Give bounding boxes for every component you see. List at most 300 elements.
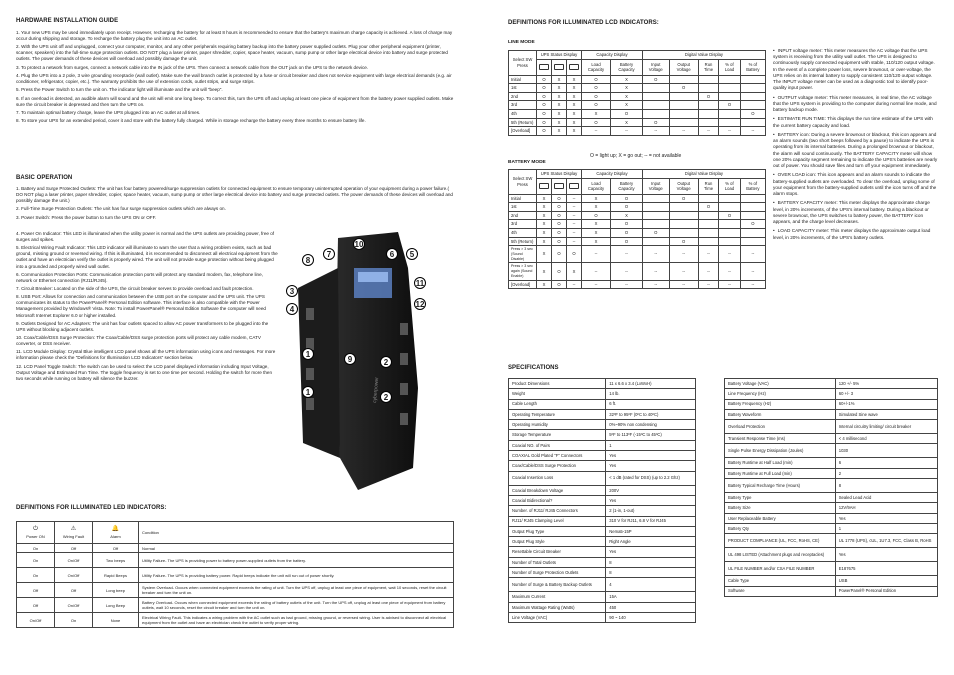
overload-icon-cell: [567, 59, 582, 75]
specs-right-table: [724, 378, 938, 597]
spec-row: [509, 399, 696, 409]
table-cell: X: [537, 220, 552, 229]
table-row: [509, 263, 766, 280]
basic-title: BASIC OPERATION: [16, 175, 73, 181]
spec-value: Yes: [606, 495, 696, 505]
spec-value: 0%~90% non condensing: [606, 420, 696, 430]
table-row: [509, 109, 766, 118]
battery-mode-label: BATTERY MODE: [508, 160, 546, 165]
table-cell: X: [567, 84, 582, 93]
table-cell: O: [552, 211, 567, 220]
spec-name: Line Voltage (VAC): [509, 612, 606, 622]
table-cell: O: [537, 75, 552, 84]
spec-name: Number of Surge & Battery Backup Outlets: [509, 578, 606, 592]
lcd-legend: O = light up; X = go out; -- = not available: [590, 153, 682, 159]
spec-row: [509, 420, 696, 430]
spec-name: Battery Frequency (Hz): [725, 399, 836, 409]
table-row: [509, 237, 766, 246]
spec-name: Single Pulse Energy Dissipation (Joules): [725, 444, 836, 458]
table-cell: Normal: [139, 544, 454, 553]
table-cell: [740, 203, 765, 212]
table-cell: Long beep: [93, 583, 139, 598]
column-header: Input Voltage: [642, 178, 669, 194]
table-cell: X: [552, 84, 567, 93]
spec-row: [725, 534, 938, 548]
table-cell: [740, 211, 765, 220]
spec-row: [509, 409, 696, 419]
table-cell: --: [698, 280, 719, 289]
table-cell: [719, 118, 740, 127]
battery-icon-cell: [552, 178, 567, 194]
list-item: 10. Coax/Cable/DSS Surge Protection: The Coax/Cable/DSS surge protection ports will protect any cable modem, CATV converter, or DSS receiver.: [16, 335, 261, 347]
table-cell: --: [642, 280, 669, 289]
table-cell: [642, 194, 669, 203]
table-cell: X: [537, 237, 552, 246]
table-row: [509, 246, 766, 263]
column-header: Input Voltage: [642, 59, 669, 75]
spec-value: 12V/9AH: [835, 503, 937, 513]
table-cell: [698, 101, 719, 110]
table-cell: Battery Overload- Occurs when connected equipment exceeds the rating of battery outlets of the unit. Turn the UPS off, unplug at least one piece of equipment from battery outlets, wait 10 seconds, reset the circuit breaker and turn the unit on.: [139, 598, 454, 613]
table-cell: Off: [55, 583, 93, 598]
table-cell: X: [537, 246, 552, 263]
table-cell: X: [567, 118, 582, 127]
spec-name: Output Plug Type: [509, 526, 606, 536]
table-row: [509, 203, 766, 212]
table-cell: System Overload- Occurs when connected equipment exceeds the rating of unit. Turn the UPS off, unplug at least one piece of equipment, wait 10 seconds, reset the circuit breaker and turn the unit on.: [139, 583, 454, 598]
spec-row: [509, 485, 696, 495]
table-cell: [642, 220, 669, 229]
table-cell: [669, 109, 698, 118]
callout-number: 7: [323, 248, 335, 260]
table-cell: --: [740, 246, 765, 263]
table-cell: 2nd: [509, 211, 537, 220]
spec-value: PowerPanel® Personal Edition: [835, 586, 937, 596]
table-cell: Press > 3 sec again (Sound Enable): [509, 263, 537, 280]
table-cell: O: [669, 194, 698, 203]
table-cell: O: [669, 237, 698, 246]
spec-name: Cable Length: [509, 399, 606, 409]
table-cell: On/Off: [17, 613, 55, 628]
callout-number: 9: [344, 353, 356, 365]
overload-icon: [569, 183, 579, 189]
ups-drawing: [278, 228, 458, 498]
table-cell: [740, 228, 765, 237]
spec-row: [725, 458, 938, 468]
table-cell: Long Beep: [93, 598, 139, 613]
callout-number: 8: [302, 254, 314, 266]
table-cell: [719, 84, 740, 93]
list-item: 12. LCD Panel Toggle Switch: The switch can be used to select the LCD panel displayed information including Input Voltage, Output Voltage and Estimated Run Time. The toggle frequency is set to one time per second. Holding the switch for more then two seconds while running on battery will silence the buzzer.: [16, 363, 273, 381]
table-cell: O: [719, 101, 740, 110]
table-cell: [719, 203, 740, 212]
list-item: 8. To store your UPS for an extended period, cover it and store with the battery fully charged. While in storage recharge the battery every three months to ensure battery life.: [16, 118, 366, 124]
table-cell: None: [93, 613, 139, 628]
table-cell: X: [567, 263, 582, 280]
spec-row: [509, 516, 696, 526]
table-row: [509, 92, 766, 101]
spec-row: [509, 612, 696, 622]
spec-row: [509, 602, 696, 612]
table-row: [17, 568, 454, 583]
spec-row: [509, 537, 696, 547]
spec-row: [509, 547, 696, 557]
table-cell: [669, 220, 698, 229]
spec-value: Right Angle: [606, 537, 696, 547]
table-cell: --: [611, 280, 643, 289]
table-cell: X: [537, 211, 552, 220]
table-cell: --: [582, 280, 611, 289]
table-cell: X: [567, 109, 582, 118]
group-header-row: [509, 170, 766, 179]
spec-name: Coaxial NO. of Pairs: [509, 440, 606, 450]
column-header: % of Load: [719, 59, 740, 75]
battery-mode-table: [508, 169, 766, 289]
list-item: 1. Battery and Surge Protected Outlets: The unit has four battery powered/surge suppression outlets for connected equipment to ensure temporary uninterrupted operation of your equipment during a power failure.( DO NOT plug a laser printer, paper shredder, copier, space heater, vacuum, sump pump or other large electrical device into battery and surge protected outlets. The power demands of these devices will overload and possibly damage the unit.): [16, 186, 453, 204]
table-cell: [642, 211, 669, 220]
spec-name: Battery Size: [725, 503, 836, 513]
table-cell: X: [567, 92, 582, 101]
header-label: Alarm: [110, 533, 121, 539]
spec-name: Cable Type: [725, 576, 836, 586]
callout-number: 12: [415, 300, 425, 309]
table-cell: O: [698, 92, 719, 101]
table-cell: O: [611, 220, 643, 229]
table-cell: Initial: [509, 75, 537, 84]
spec-value: Yes: [606, 547, 696, 557]
table-cell: 1st: [509, 84, 537, 93]
table-cell: --: [740, 263, 765, 280]
spec-name: Resettable Circuit Breaker: [509, 547, 606, 557]
table-cell: [719, 237, 740, 246]
table-cell: [698, 84, 719, 93]
spec-name: Coaxial Bidirectional?: [509, 495, 606, 505]
table-cell: --: [698, 127, 719, 136]
spec-name: Overload Protection: [725, 420, 836, 434]
spec-value: 32ºF to 95ºF (0ºC to 40ºC): [606, 409, 696, 419]
group-header: Digital Value Display: [642, 170, 765, 179]
list-item: 5. Electrical Wiring Fault Indicator: This LED indicator will illuminate to warn the user that a wiring problem exists, such as bad ground, missing ground or reversed wiring. If this is illuminated, it is recommended to disconnect all electrical equipment from the outlet and have an electrician verify the outlet is properly wired. The unit will not provide surge protection without being plugged into a grounded and properly wired wall outlet.: [16, 245, 278, 269]
table-cell: [642, 109, 669, 118]
table-cell: O: [582, 211, 611, 220]
table-cell: --: [698, 263, 719, 280]
list-item: 6. Communication Protection Ports: Communication protection ports will protect any standard modem, fax, telephone line, network or Ethernet connection (RJ11/RJ45).: [16, 271, 263, 283]
list-item: 7. Circuit Breaker: Located on the side of the UPS, the circuit breaker serves to provide overload and fault protection.: [16, 286, 254, 292]
table-cell: O: [582, 92, 611, 101]
table-cell: O: [611, 237, 643, 246]
table-cell: X: [582, 220, 611, 229]
table-cell: X: [537, 194, 552, 203]
table-cell: [698, 109, 719, 118]
table-cell: X: [567, 127, 582, 136]
spec-value: 200V: [606, 485, 696, 495]
table-cell: 1st: [509, 203, 537, 212]
table-cell: On: [17, 544, 55, 553]
table-cell: O: [611, 228, 643, 237]
group-header: Capacity Display: [582, 170, 643, 179]
table-cell: O: [642, 228, 669, 237]
lcd-defs-title: DEFINITIONS FOR ILLUMINATED LCD INDICATORS:: [508, 20, 659, 26]
spec-name: Battery Voltage (VAC): [725, 379, 836, 389]
table-cell: O: [642, 118, 669, 127]
header-label: Wiring Fault: [62, 533, 85, 539]
spec-value: Yes: [835, 513, 937, 523]
column-header: [139, 522, 454, 544]
spec-row: [725, 513, 938, 523]
power-icon: ⏻: [33, 525, 38, 532]
spec-value: 60 +/- 3: [835, 389, 937, 399]
column-header: Run Time: [698, 178, 719, 194]
line-mode-table: [508, 50, 766, 136]
spec-value: USB: [835, 576, 937, 586]
bullet-item: • INPUT voltage meter: This meter measures the AC voltage that the UPS system is receiving from the utility wall outlet. The UPS is designed to continuously supply connected equipment with stable, 110/120 output voltage. In the event of a complete power loss, severe brownout, or over-voltage, the UPS relies on its internal battery to supply consistent 110/120 output voltage. The INPUT voltage meter can be used as a diagnostic tool to identify poor-quality input power.: [773, 48, 939, 91]
table-cell: [642, 237, 669, 246]
table-cell: [740, 92, 765, 101]
list-item: 11. LCD Module Display: Crystal Blue intelligent LCD panel shows all the UPS information using icons and messages. For more information please check the "Definitions for Illumination LCD Indicators" section below.: [16, 349, 276, 361]
table-cell: X: [582, 203, 611, 212]
header-label: Power ON: [26, 533, 45, 539]
list-item: 8. USB Port: Allows for connection and communication between the USB port on the computer and the UPS unit. The UPS communicates its status to the PowerPanel® Personal Edition software. This interface is also compatible with the Power Management provided by Windows® Vista. Note: To install PowerPanel® Personal Edition Software the computer will need Microsoft Internet Explorer 6.0 or higher installed.: [16, 294, 266, 318]
spec-name: UL FILE NUMBER and/or CSA FILE NUMBER: [725, 562, 836, 576]
spec-row: [725, 576, 938, 586]
table-cell: [740, 118, 765, 127]
table-cell: O: [552, 263, 567, 280]
group-header: Capacity Display: [582, 51, 643, 60]
bullet-item: • OUTPUT voltage meter: This meter measures, in real time, the AC voltage that the UPS system is providing to the computer during normal line mode, and battery backup mode.: [773, 95, 939, 114]
alarm-icon: 🔔: [111, 525, 120, 532]
spec-value: 8: [606, 557, 696, 567]
table-cell: O: [719, 211, 740, 220]
table-row: [17, 583, 454, 598]
plug-icon-cell: [537, 59, 552, 75]
table-cell: O: [740, 220, 765, 229]
table-cell: [698, 237, 719, 246]
spec-row: [725, 586, 938, 596]
table-cell: Initial: [509, 194, 537, 203]
table-cell: [669, 75, 698, 84]
battery-icon: [554, 183, 564, 189]
table-cell: On/Off: [55, 598, 93, 613]
spec-value: 450: [606, 602, 696, 612]
table-cell: X: [611, 84, 643, 93]
group-header-row: [509, 51, 766, 60]
spec-value: 120 +/- 5%: [835, 379, 937, 389]
list-item: 3. To protect a network from surges, connect a network cable into the IN jack of the UPS. Then connect a network cable from the OUT jack on the UPS to the network device.: [16, 64, 369, 70]
table-cell: O: [537, 101, 552, 110]
table-cell: [698, 75, 719, 84]
table-cell: --: [669, 263, 698, 280]
table-cell: X: [537, 228, 552, 237]
spec-value: Simulated Sine wave: [835, 409, 937, 419]
table-cell: [740, 194, 765, 203]
table-cell: X: [582, 109, 611, 118]
column-header: Output Voltage: [669, 59, 698, 75]
table-cell: 4th: [509, 109, 537, 118]
table-cell: [669, 203, 698, 212]
table-cell: X: [552, 109, 567, 118]
table-cell: --: [669, 280, 698, 289]
table-row: [17, 613, 454, 628]
spec-value: 15A: [606, 592, 696, 602]
table-cell: O: [582, 101, 611, 110]
plug-icon: [539, 64, 549, 70]
spec-row: [725, 389, 938, 399]
spec-value: UL 1778 (UPS), cUL, 1U7.3, FCC, Class B, RoHS: [835, 534, 937, 548]
table-cell: [698, 194, 719, 203]
spec-row: [509, 379, 696, 389]
spec-row: [725, 493, 938, 503]
table-cell: O: [537, 109, 552, 118]
table-cell: Utility Failure- The UPS is providing battery power. Rapid beeps indicate the unit will run out of power shortly.: [139, 568, 454, 583]
spec-name: Transient Response Time (ms): [725, 434, 836, 444]
list-item: 4. Plug the UPS into a 2 pole, 3 wire grounding receptacle (wall outlet). Make sure the wall branch outlet is protected by a fuse or circuit breaker and does not service equipment with large electrical demands (e.g. air conditioner, refrigerator, copier, etc.). The warranty prohibits the use of extension cords, outlet strips, and surge strips.: [16, 72, 452, 84]
spec-row: [509, 430, 696, 440]
table-cell: [719, 228, 740, 237]
spec-name: Number. of RJ11/ RJ45 Connectors: [509, 506, 606, 516]
column-header: Load Capacity: [582, 59, 611, 75]
lcd-bullets: [773, 48, 939, 244]
spec-value: Yes: [606, 451, 696, 461]
spec-value: 11 x 6.6 x 3.4 (LxWxH): [606, 379, 696, 389]
spec-value: 6: [835, 458, 937, 468]
table-cell: X: [552, 118, 567, 127]
spec-value: 1: [835, 523, 937, 533]
list-item: 6. If an overload is detected, an audible alarm will sound and the unit will emit one long beep. To correct this, turn the UPS off and unplug at least one piece of equipment from the battery power supplied outlets. Make sure the circuit breaker is depressed and then turn the UPS on.: [16, 95, 454, 107]
spec-name: Battery Type: [725, 493, 836, 503]
spec-value: Nema5-15P: [606, 526, 696, 536]
table-cell: X: [582, 237, 611, 246]
table-cell: --: [567, 211, 582, 220]
battery-icon: [554, 64, 564, 70]
table-cell: --: [719, 246, 740, 263]
spec-name: UL 498 LISTED (Attachment plugs and receptacles): [725, 548, 836, 562]
list-item: 1. Your new UPS may be used immediately upon receipt. However, recharging the battery for at least 8 hours is recommended to ensure that the battery's maximum charge capacity is achieved. A loss of charge may occur during shipping and storage. To recharge the battery plug the unit into an AC outlet.: [16, 30, 453, 42]
table-cell: --: [740, 280, 765, 289]
table-cell: X: [552, 127, 567, 136]
spec-value: 90 ~ 140: [606, 612, 696, 622]
spec-value: Sealed Lead Acid: [835, 493, 937, 503]
spec-row: [725, 468, 938, 478]
table-cell: X: [552, 101, 567, 110]
group-header: UPS Status Display: [537, 170, 582, 179]
spec-value: 14 lb.: [606, 389, 696, 399]
table-cell: [719, 92, 740, 101]
spec-name: Battery Qty: [725, 523, 836, 533]
callout-number: 2: [380, 391, 392, 403]
spec-name: Product Dimensions: [509, 379, 606, 389]
bullet-item: • LOAD CAPACITY meter: This meter displays the approximate output load level, in 20% increments, of the UPS's battery outlets.: [773, 228, 939, 240]
table-row: [509, 118, 766, 127]
basic-list-top: [16, 186, 456, 223]
table-row: [509, 84, 766, 93]
table-cell: X: [582, 194, 611, 203]
table-cell: [642, 101, 669, 110]
table-cell: O: [537, 92, 552, 101]
table-cell: X: [582, 228, 611, 237]
table-cell: O: [552, 194, 567, 203]
column-header: Battery Capacity: [611, 59, 643, 75]
table-cell: X: [611, 211, 643, 220]
table-cell: --: [582, 127, 611, 136]
column-header: [17, 522, 55, 544]
overload-icon-cell: [567, 178, 582, 194]
spec-row: [725, 444, 938, 458]
spec-row: [509, 440, 696, 450]
column-header: Run Time: [698, 59, 719, 75]
spec-value: 5ºF to 113ºF (-15ºC to 45ºC): [606, 430, 696, 440]
spec-row: [725, 399, 938, 409]
table-cell: Off: [17, 583, 55, 598]
spec-name: Battery Typical Recharge Time (Hours): [725, 479, 836, 493]
spec-row: [725, 434, 938, 444]
spec-name: Maximum Current: [509, 592, 606, 602]
table-cell: X: [537, 263, 552, 280]
spec-name: Number of Surge Protection Outlets: [509, 568, 606, 578]
table-cell: [669, 211, 698, 220]
ups-illustration: [278, 228, 458, 498]
select-header: Select SW Press: [509, 51, 537, 76]
table-cell: [719, 220, 740, 229]
table-row: [17, 598, 454, 613]
table-row: [509, 127, 766, 136]
table-cell: --: [611, 127, 643, 136]
column-header: Battery Capacity: [611, 178, 643, 194]
spec-name: Coaxial Breakdown Voltage: [509, 485, 606, 495]
spec-row: [725, 479, 938, 493]
battery-icon-cell: [552, 59, 567, 75]
specs-left-table: [508, 378, 696, 623]
table-cell: --: [567, 237, 582, 246]
spec-name: Operating Humidity: [509, 420, 606, 430]
table-row: [509, 101, 766, 110]
table-cell: On/Off: [55, 553, 93, 568]
spec-row: [509, 471, 696, 485]
spec-value: Yes: [606, 461, 696, 471]
table-cell: --: [669, 246, 698, 263]
table-cell: 3rd: [509, 220, 537, 229]
callout-number: 5: [406, 248, 418, 260]
led-defs-title: DEFINITIONS FOR ILLUMINATED LED INDICATORS:: [16, 505, 167, 511]
table-cell: [Overload]: [509, 280, 537, 289]
list-item: 2. Full-Time Surge Protection Outlets: The unit has four surge suppression outlets which are always on.: [16, 206, 226, 212]
callout-number: 1: [302, 386, 314, 398]
spec-row: [725, 503, 938, 513]
table-cell: [698, 118, 719, 127]
table-cell: X: [567, 101, 582, 110]
table-row: [509, 280, 766, 289]
spec-value: 1: [606, 440, 696, 450]
spec-value: 8: [606, 568, 696, 578]
spec-name: Line Frequency (Hz): [725, 389, 836, 399]
table-cell: O: [567, 246, 582, 263]
table-cell: O: [537, 118, 552, 127]
table-cell: X: [537, 203, 552, 212]
table-cell: --: [611, 246, 643, 263]
table-cell: Utility Failure- The UPS is providing power to battery power-supplied outlets from the battery.: [139, 553, 454, 568]
table-cell: O: [582, 75, 611, 84]
table-cell: [740, 101, 765, 110]
table-cell: --: [611, 263, 643, 280]
table-cell: X: [552, 92, 567, 101]
spec-name: Battery Waveform: [725, 409, 836, 419]
column-header: % of Battery: [740, 59, 765, 75]
header-label: Condition: [142, 529, 159, 535]
spec-row: [509, 461, 696, 471]
table-cell: O: [552, 246, 567, 263]
spec-row: [509, 526, 696, 536]
table-cell: [669, 101, 698, 110]
spec-name: Coaxial Insertion Loss: [509, 471, 606, 485]
